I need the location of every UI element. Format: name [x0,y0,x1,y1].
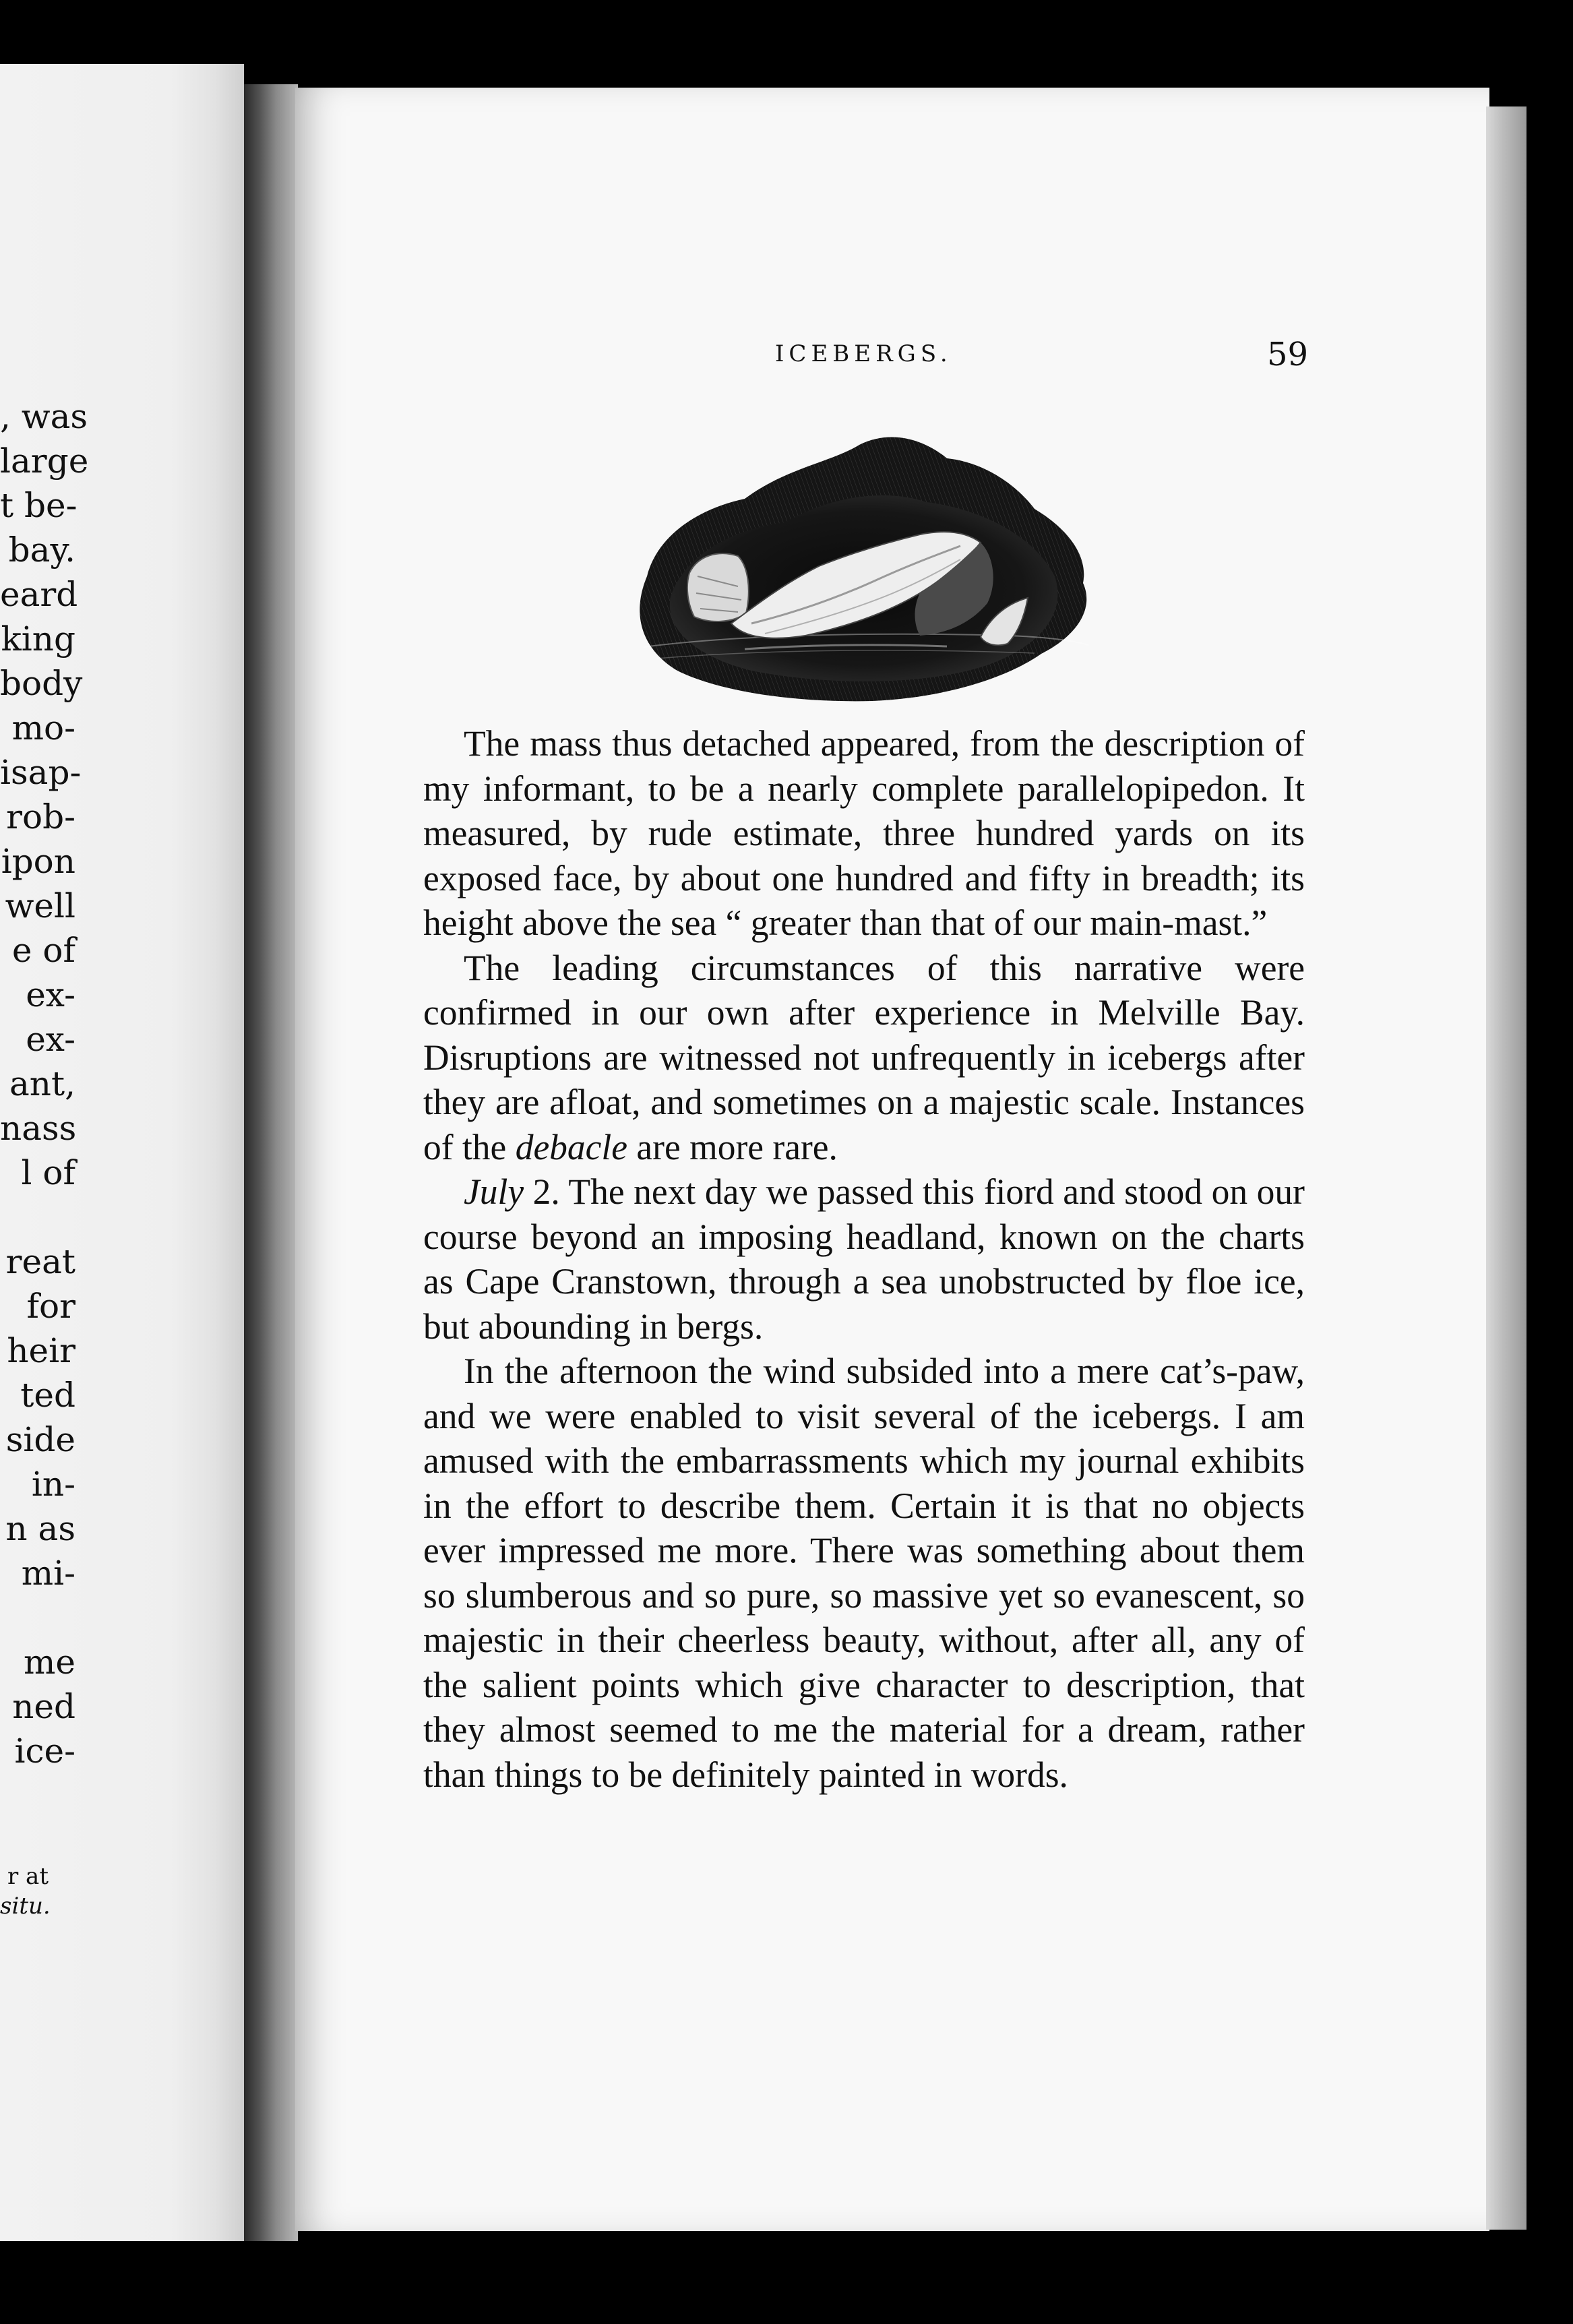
facing-page-line: king [1,619,75,659]
binding-gutter [244,84,298,2241]
facing-page-line: mo- [11,708,75,747]
facing-page-line: eard [0,575,78,614]
facing-page-line: rob- [6,797,75,836]
facing-page-line: n as [5,1509,75,1548]
paragraph [423,946,1305,1170]
facing-page-line: ice- [14,1732,75,1771]
text-span: The leading circumstances of this narrative were confirmed in our own after experience in Melville Bay. Disruptions are witnessed not unfrequently in icebergs after they are afloat, and sometimes on a majestic scale. Instances of the [423,947,1305,1167]
page-edge [1486,106,1526,2230]
page-number: 59 [1267,336,1309,373]
facing-page-line: ted [20,1376,75,1415]
facing-page-line: side [5,1420,75,1459]
facing-page-line: large [0,441,89,481]
text-span: 2. The next day we passed this fiord and stood on our course beyond an imposing headland, known on the charts as Cape Cranstown, through a sea unobstructed by floe ice, but abounding in bergs. [423,1171,1305,1347]
facing-page-line: mi- [21,1554,75,1593]
facing-page-line: body [0,664,83,703]
facing-page-line: well [5,886,75,925]
facing-page-footnote: r at [7,1863,49,1890]
date-label: July [464,1171,524,1212]
facing-page-line: , was [0,397,88,436]
facing-page-line: reat [5,1242,75,1281]
paragraph: The mass thus detached appeared, from the description of my informant, to be a nearly complete parallelopipedon. It measured, by rude estimate, three hundred yards on its exposed face, by about one hundred and fifty in breadth; its height above the sea “ greater than that of our main-mast.” [423,723,1305,943]
facing-page-line: ipon [1,842,75,881]
text-span: are more rare. [627,1126,838,1167]
facing-page-line: in- [31,1465,75,1504]
running-head: ICEBERGS. [775,340,952,367]
facing-page-line: l of [21,1153,75,1192]
iceberg-illustration [630,421,1095,704]
facing-page [0,64,244,2241]
facing-page-line: isap- [0,753,82,792]
facing-page-line: for [26,1287,75,1326]
italic-term: debacle [515,1126,628,1167]
facing-page-line: nass [0,1109,77,1148]
paragraph [423,1169,1305,1349]
facing-page-footnote: situ. [0,1893,51,1920]
paragraph: In the afternoon the wind subsided into a mere cat’s-paw, and we were enabled to visit several of the icebergs. I am amused with the embarrassments which my journal exhibits in the effort to describe them. Certain it is that no objects ever impressed me more. There was something about them so slumberous and so pure, so massive yet so evanescent, so majestic in their cheerless beauty, without, after all, any of the salient points which give character to description, that they almost seemed to me the material for a dream, rather than things to be definitely painted in words. [423,1351,1305,1795]
facing-page-line: e of [11,931,75,970]
facing-page-line: t be- [0,486,78,525]
facing-page-line: ex- [26,975,75,1014]
facing-page-line: bay. [8,530,75,570]
facing-page-line: me [23,1643,75,1682]
facing-page-line: ned [12,1687,75,1726]
facing-page-line: ex- [26,1020,75,1059]
facing-page-line: heir [7,1331,75,1370]
facing-page-line: ant, [9,1064,75,1103]
body-text [423,721,1305,1797]
